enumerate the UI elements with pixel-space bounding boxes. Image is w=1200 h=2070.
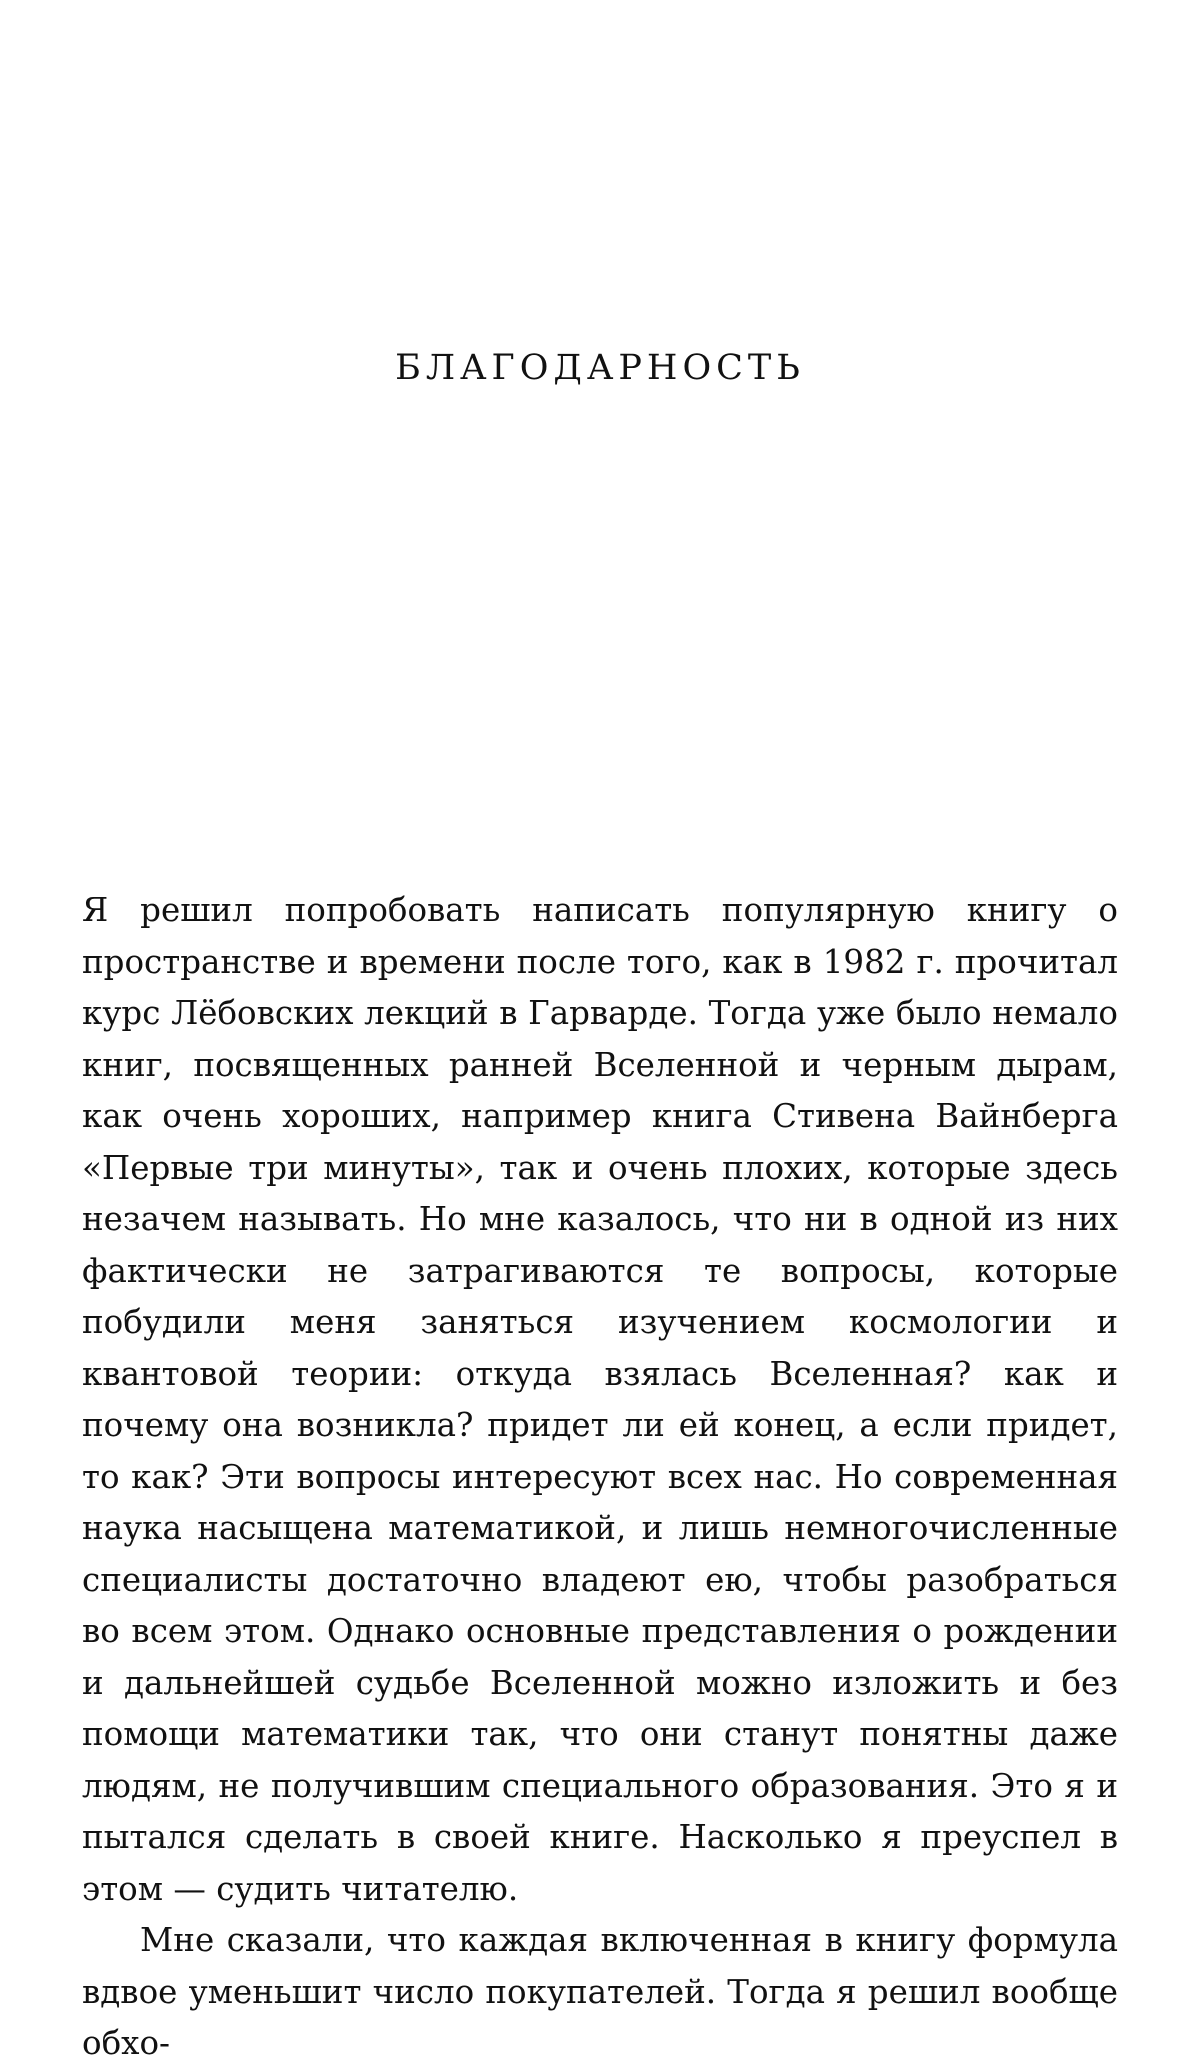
- paragraph-1: Я решил попробовать написать популярную книгу о пространстве и времени после того, как в 1982 г. прочитал курс Лёбовских лекций в Гарварде. Тогда уже было немало книг, посвященных ранней Вселенной и черным дырам, как очень хороших, например книга Стивена Вайнберга «Первые три минуты», так и очень плохих, которые здесь незачем называть. Но мне казалось, что ни в одной из них фактически не затрагиваются те вопросы, которые побудили меня заняться изучением космологии и квантовой теории: откуда взялась Вселенная? как и почему она возникла? придет ли ей конец, а если придет, то как? Эти вопросы интересуют всех нас. Но современная наука насыщена математикой, и лишь немногочисленные специалисты достаточно владеют ею, чтобы разобраться во всем этом. Однако основные представления о рождении и дальнейшей судьбе Вселенной можно изложить и без помощи математики так, что они станут понятны даже людям, не получившим специального образования. Это я и пытался сделать в своей книге. Насколько я преуспел в этом — судить читателю.: [82, 891, 1118, 1908]
- body-text: [82, 885, 1118, 2070]
- paragraph-2: Мне сказали, что каждая включенная в книгу формула вдвое уменьшит число покупателей. Тогда я решил вообще обхо-: [82, 1921, 1118, 2062]
- page-title: БЛАГОДАРНОСТЬ: [395, 348, 805, 388]
